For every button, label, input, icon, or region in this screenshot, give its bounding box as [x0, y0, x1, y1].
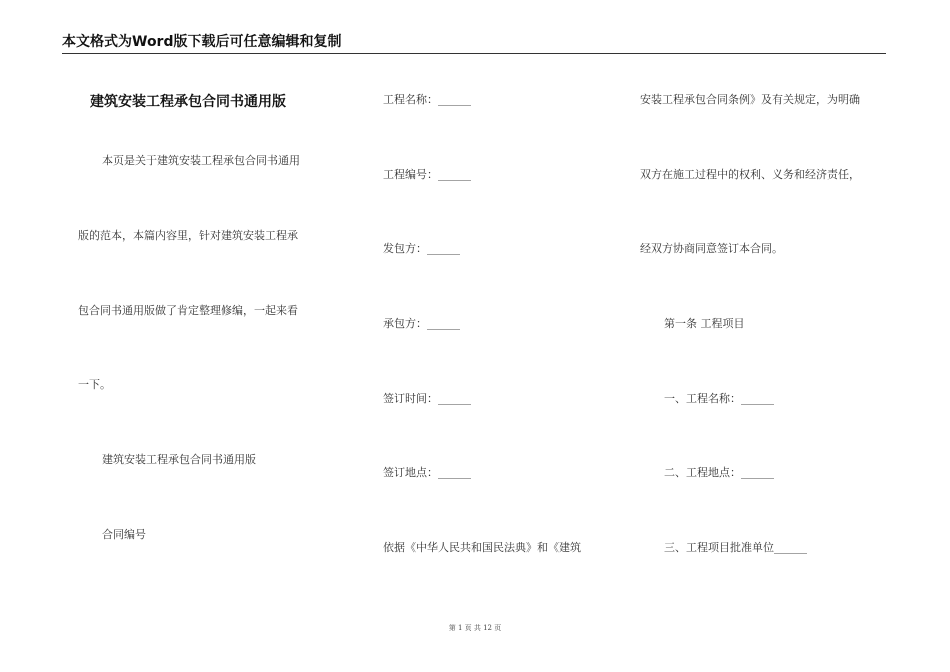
paragraph-line: 安装工程承包合同条例》及有关规定，为明确: [640, 93, 860, 106]
page-number: 第 1 页 共 12 页: [448, 624, 502, 632]
form-field-line: 签订地点：______: [383, 466, 471, 479]
paragraph-line: 双方在施工过程中的权利、义务和经济责任，: [640, 168, 860, 181]
document-title: 建筑安装工程承包合同书通用版: [90, 94, 286, 110]
header-divider: [62, 53, 886, 54]
paragraph-line: 本页是关于建筑安装工程承包合同书通用: [102, 154, 300, 167]
form-field-line: 工程编号：______: [383, 168, 471, 181]
paragraph-line: 合同编号: [102, 528, 146, 541]
form-field-line: 签订时间：______: [383, 392, 471, 405]
form-field-line: 发包方：______: [383, 242, 460, 255]
form-field-line: 承包方：______: [383, 317, 460, 330]
paragraph-line: 建筑安装工程承包合同书通用版: [102, 453, 256, 466]
paragraph-line: 包合同书通用版做了肯定整理修编，一起来看: [78, 304, 298, 317]
form-field-line: 二、工程地点：______: [664, 466, 774, 479]
paragraph-line: 依据《中华人民共和国民法典》和《建筑: [383, 541, 581, 554]
section-heading: 第一条 工程项目: [664, 317, 745, 330]
paragraph-line: 经双方协商同意签订本合同。: [640, 242, 783, 255]
form-field-line: 三、工程项目批准单位______: [664, 541, 807, 554]
page-header: 本文格式为Word版下载后可任意编辑和复制: [62, 34, 342, 50]
form-field-line: 工程名称：______: [383, 93, 471, 106]
paragraph-line: 一下。: [78, 378, 111, 391]
form-field-line: 一、工程名称：______: [664, 392, 774, 405]
paragraph-line: 版的范本，本篇内容里，针对建筑安装工程承: [78, 229, 298, 242]
